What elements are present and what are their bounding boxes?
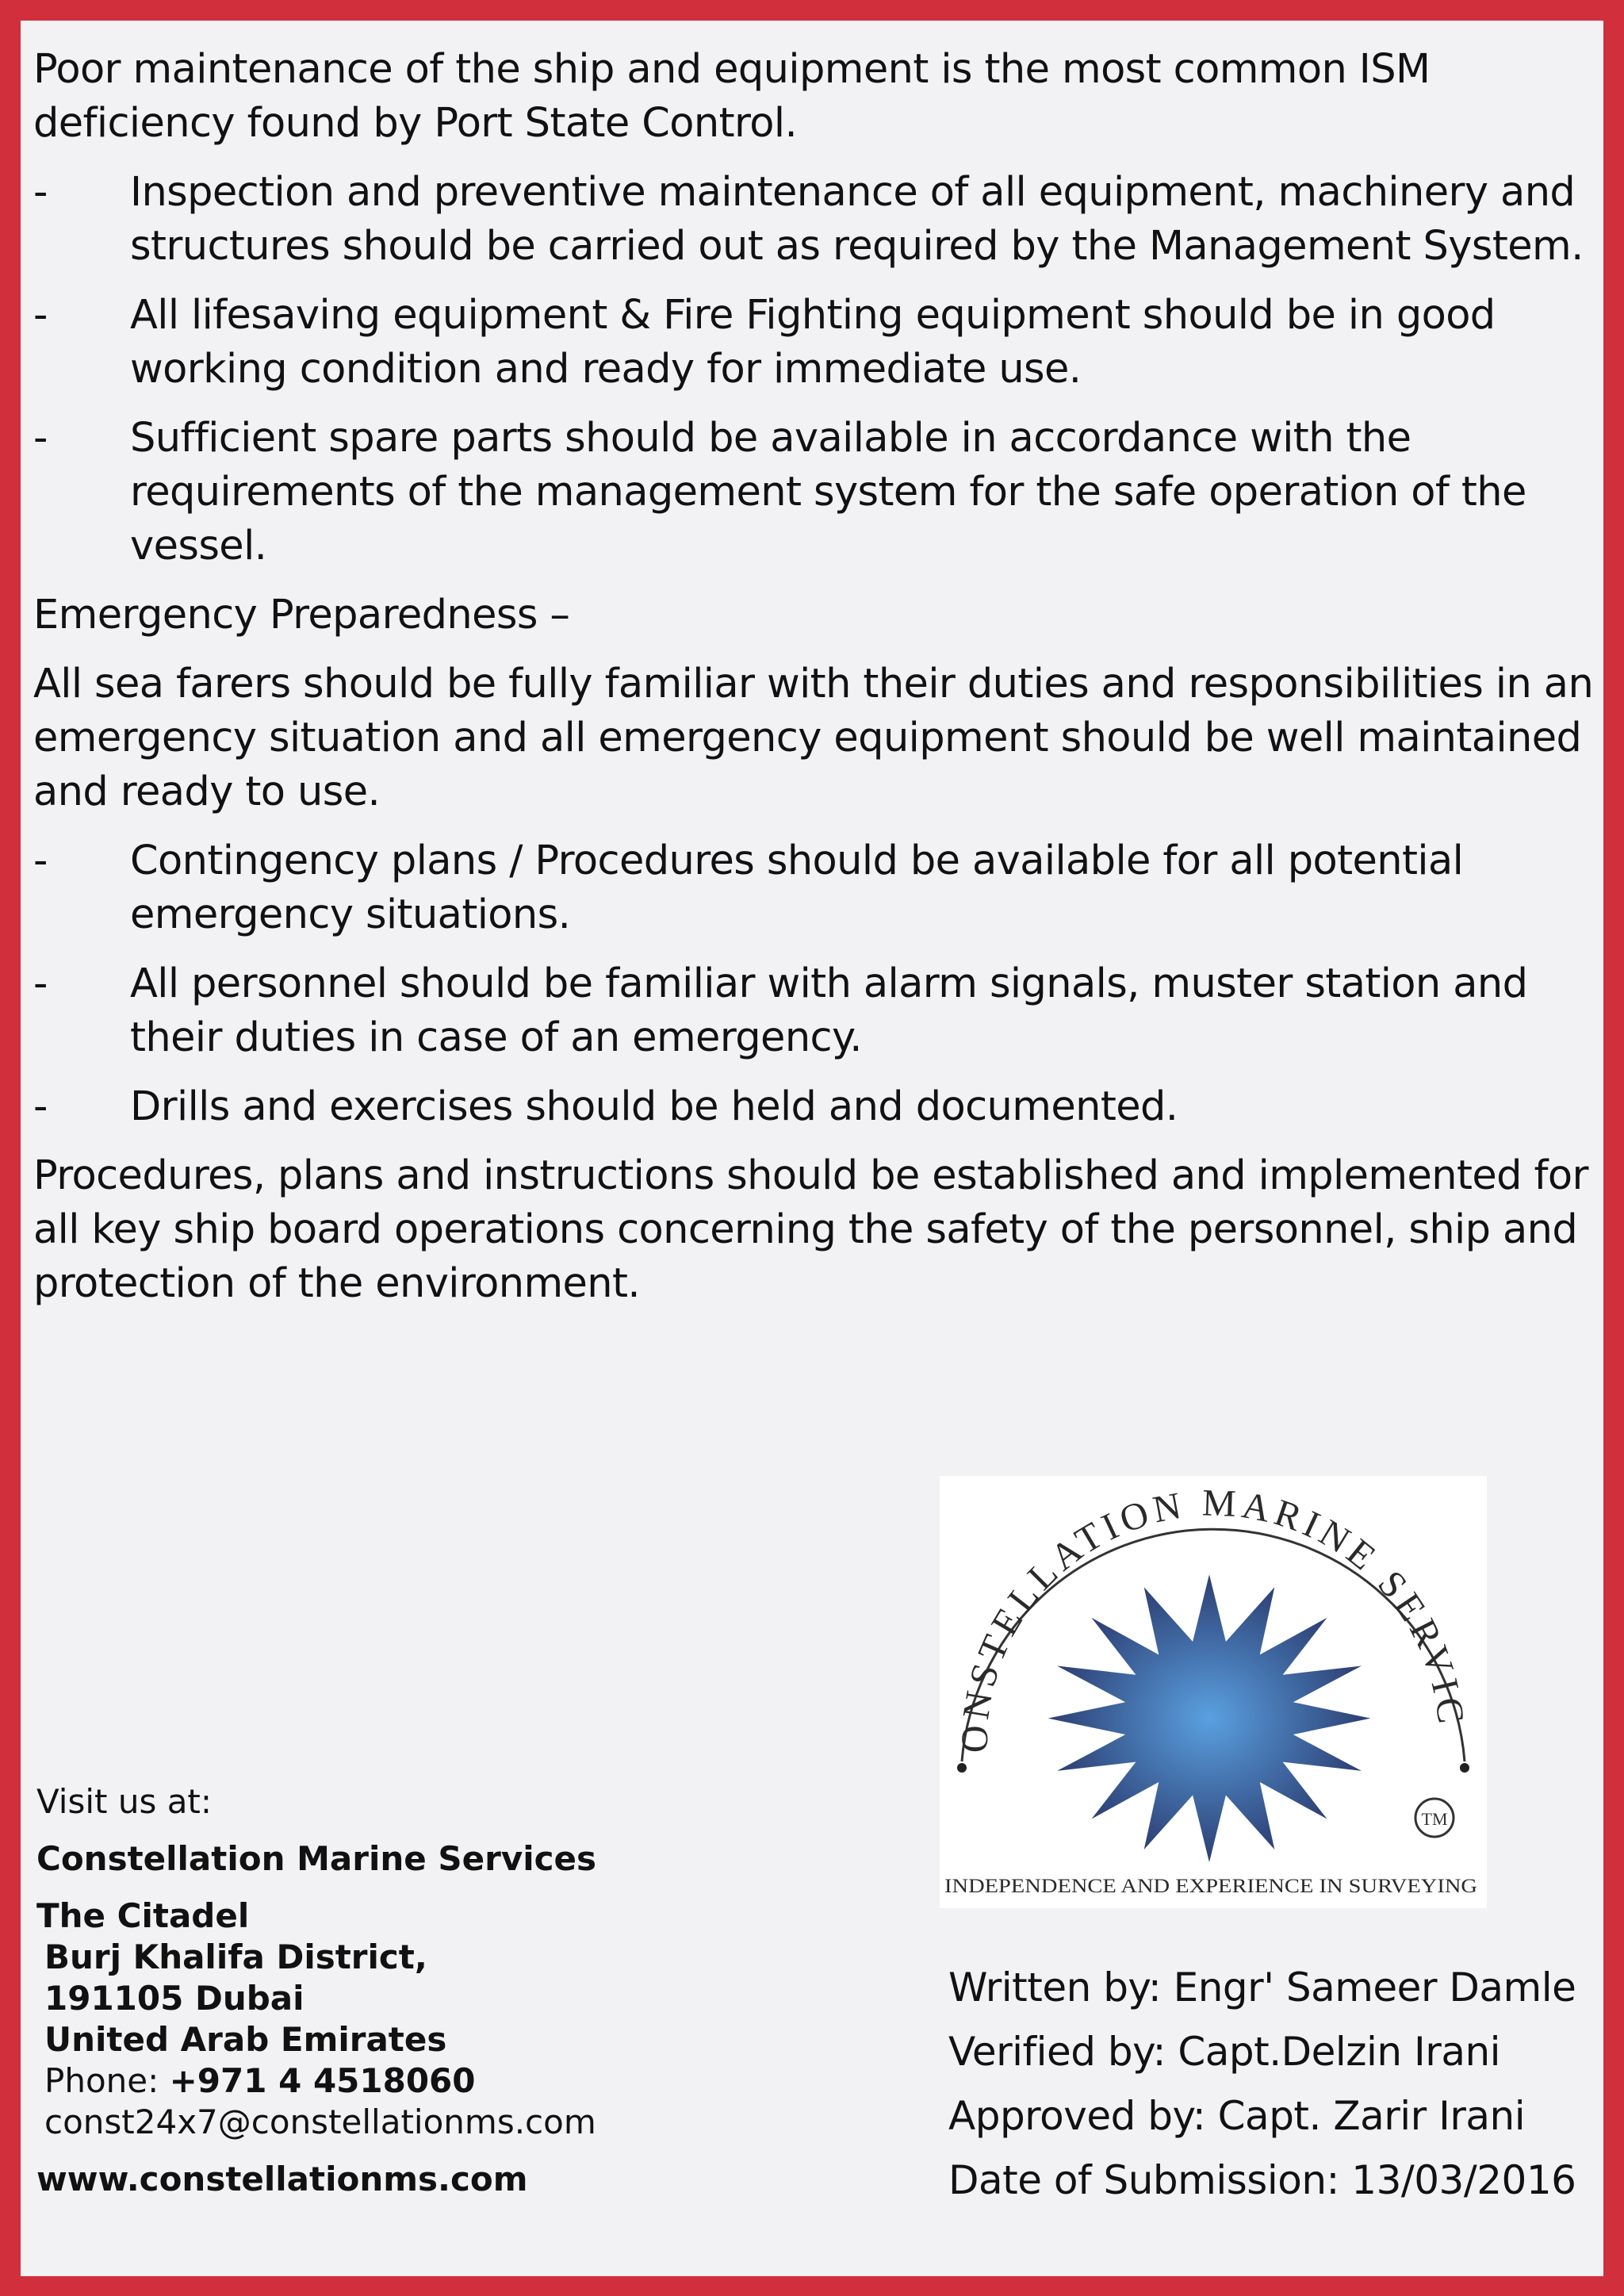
section-heading: Emergency Preparedness –: [33, 592, 570, 638]
bullet-text: Drills and exercises should be held and documented.: [130, 1083, 1178, 1130]
bullet-item: [33, 834, 1595, 942]
email-link[interactable]: const24x7@constellationms.com: [44, 2102, 596, 2141]
bullet-item: [33, 166, 1595, 274]
logo-arc-text: ONSTELLATION MARINE SERVIC: [953, 1481, 1473, 1754]
logo-tagline: INDEPENDENCE AND EXPERIENCE IN SURVEYING: [944, 1876, 1477, 1897]
visit-label: Visit us at:: [36, 1782, 213, 1821]
phone-line: [36, 2060, 829, 2102]
logo-graphic: [940, 1476, 1487, 1908]
company-logo: [940, 1476, 1487, 1908]
bullet-text: Inspection and preventive maintenance of all equipment, machinery and structures should be carried out as required by the Management System.: [130, 169, 1584, 270]
bullet-dash: -: [33, 1083, 48, 1130]
address-city: 191105 Dubai: [44, 1979, 304, 2018]
intro-paragraph: Poor maintenance of the ship and equipment is the most common ISM deficiency found by Port State Control.: [33, 46, 1431, 147]
document-page: [21, 21, 1603, 2276]
procedures-paragraph: Procedures, plans and instructions should be established and implemented for all key ship board operations concerning the safety of the personnel, ship and protection of the environment.: [33, 1152, 1588, 1307]
compass-star-icon: [1048, 1574, 1371, 1862]
bullet-dash: -: [33, 838, 48, 884]
verified-by: Verified by: Capt.Delzin Irani: [948, 2029, 1501, 2075]
bullet-text: All lifesaving equipment & Fire Fighting equipment should be in good working condition and ready for immediate use.: [130, 292, 1496, 393]
phone-label: Phone:: [44, 2061, 170, 2100]
bullet-item: [33, 412, 1595, 573]
website-link[interactable]: www.constellationms.com: [36, 2160, 528, 2198]
bullet-text: Contingency plans / Procedures should be available for all potential emergency situations.: [130, 838, 1464, 938]
contact-block: [36, 1781, 829, 2200]
bullet-item: [33, 957, 1595, 1065]
bullet-item: [33, 289, 1595, 397]
bullet-item: [33, 1080, 1595, 1134]
company-name: Constellation Marine Services: [36, 1839, 596, 1878]
bullet-text: All personnel should be familiar with alarm signals, muster station and their duties in case of an emergency.: [130, 960, 1528, 1061]
trademark-icon: TM: [1421, 1809, 1448, 1829]
bullet-dash: -: [33, 292, 48, 339]
submission-date: Date of Submission: 13/03/2016: [948, 2157, 1576, 2203]
address-district: Burj Khalifa District,: [44, 1938, 427, 1976]
address-building: The Citadel: [36, 1896, 250, 1935]
bullet-dash: -: [33, 169, 48, 216]
credits-block: [948, 1956, 1599, 2213]
bullet-dash: -: [33, 415, 48, 462]
written-by: Written by: Engr' Sameer Damle: [948, 1964, 1576, 2010]
approved-by: Approved by: Capt. Zarir Irani: [948, 2093, 1526, 2139]
emergency-paragraph: All sea farers should be fully familiar with their duties and responsibilities in an emergency situation and all emergency equipment should be well maintained and ready to use.: [33, 661, 1594, 815]
bullet-text: Sufficient spare parts should be available in accordance with the requirements of the management system for the safe operation of the vessel.: [130, 415, 1526, 569]
address-country: United Arab Emirates: [44, 2020, 447, 2059]
phone-number: +971 4 4518060: [169, 2061, 476, 2100]
document-body: [33, 43, 1595, 1326]
bullet-dash: -: [33, 960, 48, 1007]
